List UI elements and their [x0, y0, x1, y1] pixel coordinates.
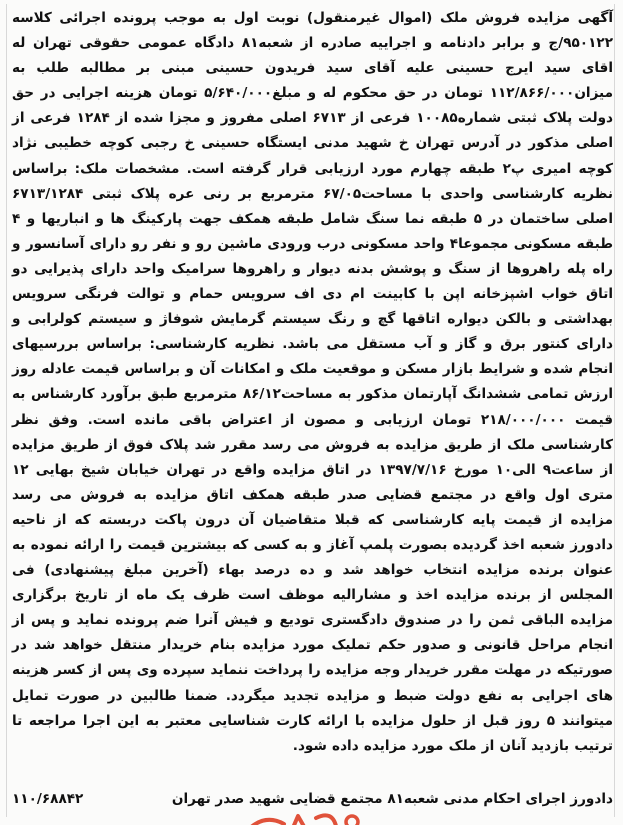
notice-code: ۱۱۰/۶۸۸۴۲ — [12, 791, 84, 807]
auction-notice-text: آگهی مزایده فروش ملک (اموال غیرمنقول) نوبت اول به موجب پرونده اجرائی کلاسه ۹۵۰۱۲۲/ج و برابر دادنامه و اجراییه صادره از شعبه۸۱ دادگاه عمومی حقوقی تهران له اقای سید ایرج حسینی علیه آقای سید فریدون حسینی مبنی بر مطالبه طلب به میزان۱۱۲/۸۶۶/۰۰۰ تومان در حق محکوم له و مبلغ۵/۶۴۰/۰۰۰ تومان هزینه اجرایی در حق دولت پلاک ثبتی شماره۱۰۰۸۵ فرعی از ۶۷۱۳ اصلی مفروز و مجزا شده از ۱۲۸۴ فرعی از اصلی مذکور در آدرس تهران خ شهید مدنی ایستگاه حسینی خ رجبی کوچه خطیبی نژاد کوچه امیری پ۲ طبقه چهارم مورد ارزیابی قرار گرفته است. مشخصات ملک: براساس نظریه کارشناسی واحدی با مساحت۶۷/۰۵ مترمربع بر رنی عره پلاک ثبتی ۶۷۱۳/۱۲۸۴ اصلی ساختمان در ۵ طبقه نما سنگ شامل طبقه همکف جهت پارکینگ ها و انباریها و ۴ طبقه مسکونی مجموعا۴ واحد مسکونی درب ورودی ماشین رو و نفر رو دارای آسانسور و راه پله راهروها از سنگ و پوشش بدنه دیوار و راهروها سرامیک واحد دارای پذیرایی دو اتاق خواب اشپزخانه اپن با کابینت ام دی اف سرویس حمام و توالت فرنگی سرویس بهداشتی و بالکن دیواره اتاقها گچ و رنگ سیستم گرمایش شوفاژ و سیستم کولرابی و دارای کنتور برق و گاز و آب مستقل می باشد. نظریه کارشناسی: براساس بررسیهای انجام شده و شرایط بازار مسکن و موقعیت ملک و امکانات آن و براساس قیمت عادله روز ارزش تمامی ششدانگ آپارتمان مذکور به مساحت۸۶/۱۲ مترمربع طبق برآورد کارشناس به قیمت ۲۱۸/۰۰۰/۰۰۰ تومان ارزیابی و مصون از اعتراض باقی مانده است. وفق نظر کارشناسی ملک از طریق مزایده به فروش می رسد مقرر شد پلاک فوق از طریق مزایده از ساعت۹ الی۱۰ مورخ ۱۳۹۷/۷/۱۶ در اتاق مزایده واقع در تهران خیابان شیخ بهایی ۱۲ متری اول واقع در مجتمع قضایی صدر طبقه همکف اتاق مزایده به فروش می رسد مزایده از قیمت پایه کارشناسی که قبلا متقاضیان آن درون پاکت دربسته که از ناحیه دادورز شعبه اخذ گردیده بصورت پلمپ آغاز و به کسی که بیشترین قیمت را ارائه نموده به عنوان برنده مزایده انتخاب خواهد شد و ده درصد بهاء (آخرین مبلغ پیشنهادی) فی المجلس از برنده مزایده اخذ و مشارالیه موظف است ظرف یک ماه از تاریخ برگزاری مزایده الباقی ثمن را در صندوق دادگستری تودیع و فیش آنرا ضم پرونده نماید و پس از انجام مراحل قانونی و صدور حکم تملیک مورد مزایده بنام خریدار منتقل خواهد شد در صورتیکه در مهلت مقرر خریدار وجه مزایده را پرداخت ننماید سپرده وی پس از کسر هزینه های اجرایی به نفع دولت ضبط و مزایده تجدید میگردد. ضمنا طالبین در صورت تمایل میتوانند ۵ روز قبل از حلول مزایده با ارائه کارت شناسایی معتبر به این اجرا مراجعه تا ترتیب بازدید آنان از ملک مورد مزایده داده شود. — [12, 10, 614, 754]
red-stamp-fragment — [236, 806, 376, 825]
issuer-signature: دادورز اجرای احکام مدنی شعبه۸۱ مجتمع قضایی شهید صدر تهران — [171, 791, 613, 807]
